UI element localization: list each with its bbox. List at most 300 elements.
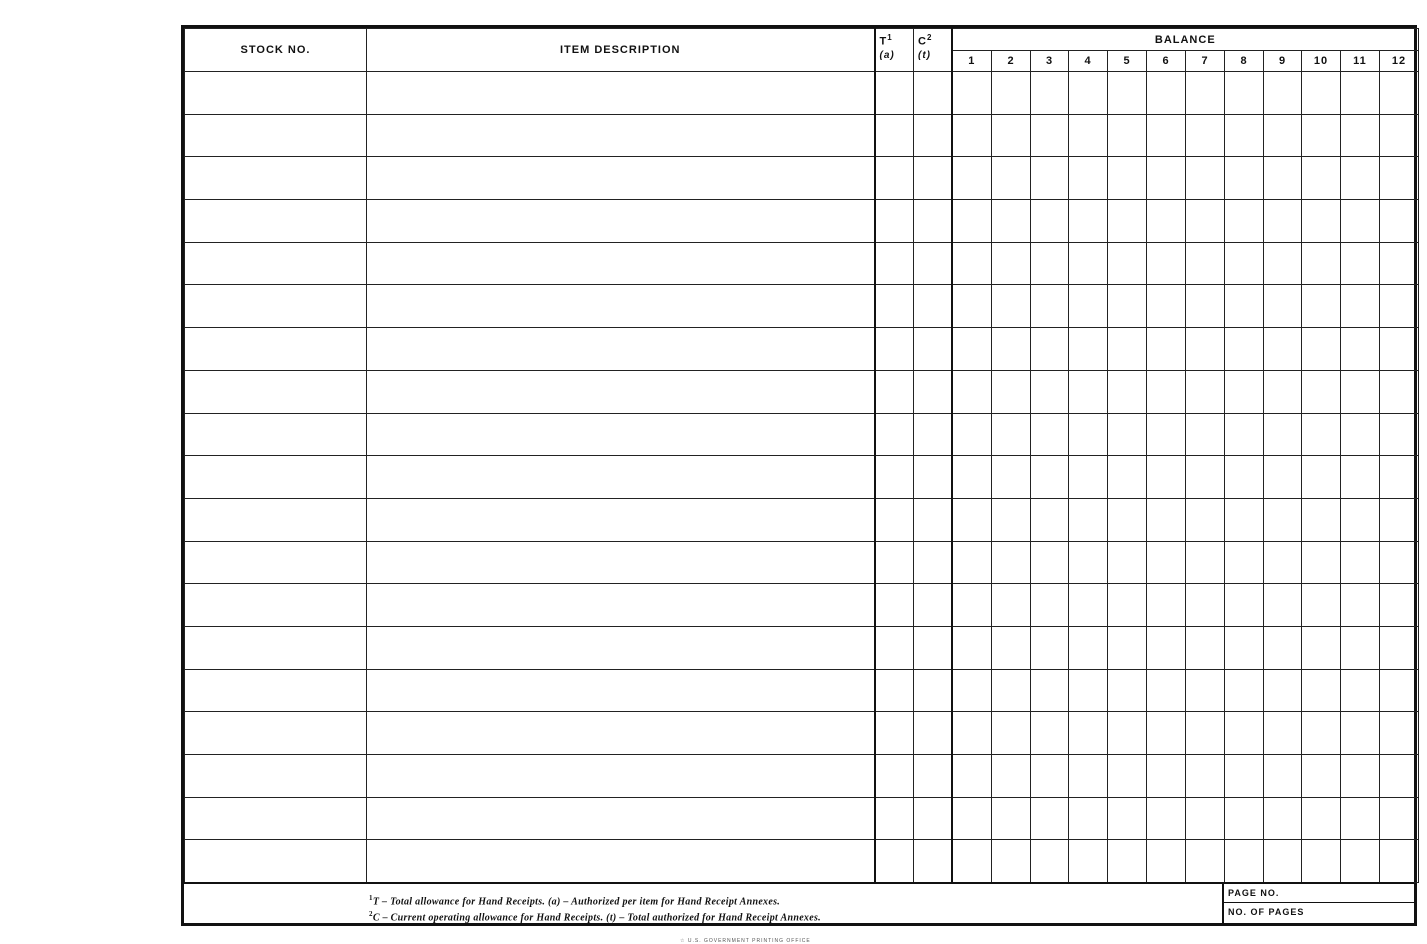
balance-cell[interactable] — [1380, 712, 1419, 755]
balance-cell[interactable] — [1225, 200, 1264, 243]
balance-cell[interactable] — [992, 328, 1031, 371]
c-allowance-cell[interactable] — [914, 840, 952, 883]
c-allowance-cell[interactable] — [914, 157, 952, 200]
balance-cell[interactable] — [1302, 755, 1341, 798]
c-allowance-cell[interactable] — [914, 114, 952, 157]
balance-cell[interactable] — [992, 541, 1031, 584]
t-allowance-cell[interactable] — [875, 72, 914, 115]
balance-cell[interactable] — [1147, 285, 1186, 328]
balance-cell[interactable] — [1108, 755, 1147, 798]
balance-cell[interactable] — [1341, 413, 1380, 456]
balance-cell[interactable] — [1031, 413, 1069, 456]
balance-cell[interactable] — [1341, 242, 1380, 285]
balance-cell[interactable] — [1031, 242, 1069, 285]
balance-cell[interactable] — [1341, 498, 1380, 541]
balance-cell[interactable] — [1264, 498, 1302, 541]
t-allowance-cell[interactable] — [875, 456, 914, 499]
balance-cell[interactable] — [1147, 755, 1186, 798]
balance-cell[interactable] — [1108, 114, 1147, 157]
balance-cell[interactable] — [1302, 669, 1341, 712]
balance-cell[interactable] — [1380, 456, 1419, 499]
balance-cell[interactable] — [1225, 755, 1264, 798]
stock-no-cell[interactable] — [185, 285, 367, 328]
balance-cell[interactable] — [952, 584, 992, 627]
balance-cell[interactable] — [1031, 328, 1069, 371]
balance-cell[interactable] — [992, 626, 1031, 669]
balance-cell[interactable] — [1302, 413, 1341, 456]
stock-no-cell[interactable] — [185, 114, 367, 157]
balance-cell[interactable] — [1108, 72, 1147, 115]
stock-no-cell[interactable] — [185, 242, 367, 285]
balance-cell[interactable] — [1186, 840, 1225, 883]
balance-cell[interactable] — [952, 242, 992, 285]
balance-cell[interactable] — [1380, 413, 1419, 456]
balance-cell[interactable] — [1186, 285, 1225, 328]
balance-cell[interactable] — [1031, 370, 1069, 413]
item-description-cell[interactable] — [367, 541, 875, 584]
balance-cell[interactable] — [1147, 584, 1186, 627]
balance-cell[interactable] — [952, 456, 992, 499]
balance-cell[interactable] — [952, 541, 992, 584]
c-allowance-cell[interactable] — [914, 242, 952, 285]
balance-cell[interactable] — [1186, 456, 1225, 499]
balance-cell[interactable] — [1264, 669, 1302, 712]
item-description-cell[interactable] — [367, 413, 875, 456]
c-allowance-cell[interactable] — [914, 712, 952, 755]
balance-cell[interactable] — [992, 413, 1031, 456]
balance-cell[interactable] — [1069, 797, 1108, 840]
item-description-cell[interactable] — [367, 72, 875, 115]
item-description-cell[interactable] — [367, 498, 875, 541]
balance-cell[interactable] — [1186, 114, 1225, 157]
balance-cell[interactable] — [1264, 797, 1302, 840]
balance-cell[interactable] — [1186, 242, 1225, 285]
balance-cell[interactable] — [1225, 712, 1264, 755]
item-description-cell[interactable] — [367, 370, 875, 413]
balance-cell[interactable] — [992, 242, 1031, 285]
balance-cell[interactable] — [1225, 669, 1264, 712]
balance-cell[interactable] — [1031, 541, 1069, 584]
balance-cell[interactable] — [952, 712, 992, 755]
balance-cell[interactable] — [1031, 584, 1069, 627]
balance-cell[interactable] — [1302, 285, 1341, 328]
stock-no-cell[interactable] — [185, 797, 367, 840]
balance-cell[interactable] — [1341, 114, 1380, 157]
balance-cell[interactable] — [992, 755, 1031, 798]
balance-cell[interactable] — [1380, 285, 1419, 328]
balance-cell[interactable] — [992, 72, 1031, 115]
balance-cell[interactable] — [952, 669, 992, 712]
balance-cell[interactable] — [1341, 72, 1380, 115]
balance-cell[interactable] — [1302, 840, 1341, 883]
balance-cell[interactable] — [1264, 456, 1302, 499]
balance-cell[interactable] — [1186, 200, 1225, 243]
balance-cell[interactable] — [1147, 456, 1186, 499]
balance-cell[interactable] — [1264, 328, 1302, 371]
balance-cell[interactable] — [1147, 498, 1186, 541]
balance-cell[interactable] — [1380, 669, 1419, 712]
t-allowance-cell[interactable] — [875, 669, 914, 712]
balance-cell[interactable] — [952, 413, 992, 456]
item-description-cell[interactable] — [367, 712, 875, 755]
balance-cell[interactable] — [1031, 200, 1069, 243]
balance-cell[interactable] — [1186, 584, 1225, 627]
balance-cell[interactable] — [1264, 584, 1302, 627]
c-allowance-cell[interactable] — [914, 797, 952, 840]
balance-cell[interactable] — [952, 797, 992, 840]
balance-cell[interactable] — [1186, 626, 1225, 669]
balance-cell[interactable] — [1069, 712, 1108, 755]
item-description-cell[interactable] — [367, 285, 875, 328]
balance-cell[interactable] — [1225, 72, 1264, 115]
balance-cell[interactable] — [952, 72, 992, 115]
balance-cell[interactable] — [952, 626, 992, 669]
balance-cell[interactable] — [992, 584, 1031, 627]
balance-cell[interactable] — [1302, 584, 1341, 627]
balance-cell[interactable] — [1186, 413, 1225, 456]
t-allowance-cell[interactable] — [875, 626, 914, 669]
balance-cell[interactable] — [1380, 840, 1419, 883]
balance-cell[interactable] — [1031, 114, 1069, 157]
balance-cell[interactable] — [1380, 114, 1419, 157]
item-description-cell[interactable] — [367, 669, 875, 712]
balance-cell[interactable] — [1186, 669, 1225, 712]
balance-cell[interactable] — [1380, 498, 1419, 541]
balance-cell[interactable] — [1302, 797, 1341, 840]
balance-cell[interactable] — [1341, 669, 1380, 712]
balance-cell[interactable] — [1225, 498, 1264, 541]
balance-cell[interactable] — [1147, 328, 1186, 371]
item-description-cell[interactable] — [367, 328, 875, 371]
item-description-cell[interactable] — [367, 242, 875, 285]
balance-cell[interactable] — [952, 114, 992, 157]
c-allowance-cell[interactable] — [914, 755, 952, 798]
balance-cell[interactable] — [1341, 626, 1380, 669]
balance-cell[interactable] — [1186, 498, 1225, 541]
balance-cell[interactable] — [1147, 541, 1186, 584]
balance-cell[interactable] — [1031, 285, 1069, 328]
t-allowance-cell[interactable] — [875, 797, 914, 840]
balance-cell[interactable] — [1069, 200, 1108, 243]
balance-cell[interactable] — [1302, 541, 1341, 584]
t-allowance-cell[interactable] — [875, 498, 914, 541]
balance-cell[interactable] — [1186, 157, 1225, 200]
balance-cell[interactable] — [1225, 242, 1264, 285]
item-description-cell[interactable] — [367, 200, 875, 243]
balance-cell[interactable] — [1108, 157, 1147, 200]
balance-cell[interactable] — [1380, 328, 1419, 371]
balance-cell[interactable] — [1225, 328, 1264, 371]
balance-cell[interactable] — [1264, 114, 1302, 157]
balance-cell[interactable] — [992, 840, 1031, 883]
balance-cell[interactable] — [1031, 157, 1069, 200]
c-allowance-cell[interactable] — [914, 370, 952, 413]
stock-no-cell[interactable] — [185, 584, 367, 627]
balance-cell[interactable] — [1302, 328, 1341, 371]
balance-cell[interactable] — [1031, 797, 1069, 840]
balance-cell[interactable] — [1069, 755, 1108, 798]
balance-cell[interactable] — [1147, 157, 1186, 200]
balance-cell[interactable] — [952, 157, 992, 200]
balance-cell[interactable] — [1302, 72, 1341, 115]
balance-cell[interactable] — [1380, 584, 1419, 627]
c-allowance-cell[interactable] — [914, 626, 952, 669]
balance-cell[interactable] — [992, 498, 1031, 541]
balance-cell[interactable] — [1341, 285, 1380, 328]
stock-no-cell[interactable] — [185, 200, 367, 243]
c-allowance-cell[interactable] — [914, 584, 952, 627]
balance-cell[interactable] — [1108, 370, 1147, 413]
c-allowance-cell[interactable] — [914, 456, 952, 499]
no-of-pages-field[interactable]: NO. OF PAGES — [1228, 907, 1305, 917]
balance-cell[interactable] — [1147, 114, 1186, 157]
balance-cell[interactable] — [1264, 200, 1302, 243]
balance-cell[interactable] — [1225, 370, 1264, 413]
balance-cell[interactable] — [992, 285, 1031, 328]
balance-cell[interactable] — [1186, 72, 1225, 115]
balance-cell[interactable] — [1341, 541, 1380, 584]
c-allowance-cell[interactable] — [914, 285, 952, 328]
balance-cell[interactable] — [992, 797, 1031, 840]
balance-cell[interactable] — [1341, 157, 1380, 200]
balance-cell[interactable] — [1302, 200, 1341, 243]
balance-cell[interactable] — [1147, 626, 1186, 669]
balance-cell[interactable] — [1147, 242, 1186, 285]
stock-no-cell[interactable] — [185, 456, 367, 499]
balance-cell[interactable] — [992, 712, 1031, 755]
stock-no-cell[interactable] — [185, 157, 367, 200]
balance-cell[interactable] — [1031, 840, 1069, 883]
balance-cell[interactable] — [1225, 285, 1264, 328]
balance-cell[interactable] — [1380, 626, 1419, 669]
stock-no-cell[interactable] — [185, 712, 367, 755]
balance-cell[interactable] — [1302, 626, 1341, 669]
balance-cell[interactable] — [1147, 797, 1186, 840]
t-allowance-cell[interactable] — [875, 584, 914, 627]
item-description-cell[interactable] — [367, 626, 875, 669]
balance-cell[interactable] — [1108, 541, 1147, 584]
balance-cell[interactable] — [1225, 840, 1264, 883]
balance-cell[interactable] — [1108, 328, 1147, 371]
balance-cell[interactable] — [1069, 413, 1108, 456]
balance-cell[interactable] — [1069, 114, 1108, 157]
balance-cell[interactable] — [1069, 498, 1108, 541]
balance-cell[interactable] — [1147, 72, 1186, 115]
t-allowance-cell[interactable] — [875, 328, 914, 371]
balance-cell[interactable] — [1225, 541, 1264, 584]
balance-cell[interactable] — [1186, 712, 1225, 755]
balance-cell[interactable] — [1225, 413, 1264, 456]
balance-cell[interactable] — [1031, 755, 1069, 798]
item-description-cell[interactable] — [367, 755, 875, 798]
balance-cell[interactable] — [1069, 669, 1108, 712]
balance-cell[interactable] — [1108, 285, 1147, 328]
balance-cell[interactable] — [992, 114, 1031, 157]
balance-cell[interactable] — [992, 157, 1031, 200]
c-allowance-cell[interactable] — [914, 200, 952, 243]
balance-cell[interactable] — [1147, 712, 1186, 755]
item-description-cell[interactable] — [367, 584, 875, 627]
balance-cell[interactable] — [952, 200, 992, 243]
balance-cell[interactable] — [1031, 626, 1069, 669]
balance-cell[interactable] — [1341, 328, 1380, 371]
item-description-cell[interactable] — [367, 456, 875, 499]
balance-cell[interactable] — [1341, 370, 1380, 413]
balance-cell[interactable] — [1302, 242, 1341, 285]
balance-cell[interactable] — [1341, 200, 1380, 243]
balance-cell[interactable] — [1031, 712, 1069, 755]
balance-cell[interactable] — [1186, 370, 1225, 413]
balance-cell[interactable] — [1341, 797, 1380, 840]
balance-cell[interactable] — [1069, 72, 1108, 115]
balance-cell[interactable] — [1147, 669, 1186, 712]
balance-cell[interactable] — [1264, 157, 1302, 200]
balance-cell[interactable] — [1186, 797, 1225, 840]
balance-cell[interactable] — [1264, 626, 1302, 669]
balance-cell[interactable] — [1380, 157, 1419, 200]
t-allowance-cell[interactable] — [875, 285, 914, 328]
balance-cell[interactable] — [1380, 242, 1419, 285]
balance-cell[interactable] — [992, 456, 1031, 499]
balance-cell[interactable] — [992, 669, 1031, 712]
balance-cell[interactable] — [1341, 755, 1380, 798]
balance-cell[interactable] — [1264, 541, 1302, 584]
balance-cell[interactable] — [1108, 584, 1147, 627]
t-allowance-cell[interactable] — [875, 157, 914, 200]
balance-cell[interactable] — [1186, 328, 1225, 371]
stock-no-cell[interactable] — [185, 669, 367, 712]
balance-cell[interactable] — [1186, 755, 1225, 798]
balance-cell[interactable] — [1108, 669, 1147, 712]
balance-cell[interactable] — [1225, 797, 1264, 840]
balance-cell[interactable] — [1225, 157, 1264, 200]
balance-cell[interactable] — [1108, 498, 1147, 541]
c-allowance-cell[interactable] — [914, 72, 952, 115]
balance-cell[interactable] — [1069, 626, 1108, 669]
balance-cell[interactable] — [1380, 797, 1419, 840]
balance-cell[interactable] — [1264, 413, 1302, 456]
balance-cell[interactable] — [992, 370, 1031, 413]
balance-cell[interactable] — [1108, 413, 1147, 456]
stock-no-cell[interactable] — [185, 755, 367, 798]
balance-cell[interactable] — [1264, 242, 1302, 285]
balance-cell[interactable] — [1380, 755, 1419, 798]
balance-cell[interactable] — [1302, 712, 1341, 755]
balance-cell[interactable] — [1069, 584, 1108, 627]
c-allowance-cell[interactable] — [914, 541, 952, 584]
c-allowance-cell[interactable] — [914, 328, 952, 371]
stock-no-cell[interactable] — [185, 840, 367, 883]
t-allowance-cell[interactable] — [875, 712, 914, 755]
balance-cell[interactable] — [952, 755, 992, 798]
stock-no-cell[interactable] — [185, 328, 367, 371]
balance-cell[interactable] — [1264, 840, 1302, 883]
c-allowance-cell[interactable] — [914, 498, 952, 541]
balance-cell[interactable] — [1341, 712, 1380, 755]
stock-no-cell[interactable] — [185, 541, 367, 584]
t-allowance-cell[interactable] — [875, 755, 914, 798]
balance-cell[interactable] — [1225, 456, 1264, 499]
balance-cell[interactable] — [1380, 541, 1419, 584]
balance-cell[interactable] — [1031, 72, 1069, 115]
balance-cell[interactable] — [1302, 370, 1341, 413]
balance-cell[interactable] — [952, 285, 992, 328]
balance-cell[interactable] — [1302, 157, 1341, 200]
balance-cell[interactable] — [1108, 840, 1147, 883]
balance-cell[interactable] — [1031, 456, 1069, 499]
balance-cell[interactable] — [1031, 669, 1069, 712]
t-allowance-cell[interactable] — [875, 541, 914, 584]
balance-cell[interactable] — [952, 370, 992, 413]
balance-cell[interactable] — [1264, 712, 1302, 755]
balance-cell[interactable] — [1302, 498, 1341, 541]
t-allowance-cell[interactable] — [875, 370, 914, 413]
balance-cell[interactable] — [1225, 626, 1264, 669]
balance-cell[interactable] — [1302, 114, 1341, 157]
stock-no-cell[interactable] — [185, 413, 367, 456]
c-allowance-cell[interactable] — [914, 413, 952, 456]
balance-cell[interactable] — [1108, 626, 1147, 669]
balance-cell[interactable] — [1380, 72, 1419, 115]
stock-no-cell[interactable] — [185, 626, 367, 669]
balance-cell[interactable] — [1302, 456, 1341, 499]
balance-cell[interactable] — [952, 328, 992, 371]
balance-cell[interactable] — [1264, 285, 1302, 328]
balance-cell[interactable] — [1108, 242, 1147, 285]
item-description-cell[interactable] — [367, 840, 875, 883]
balance-cell[interactable] — [1069, 285, 1108, 328]
balance-cell[interactable] — [1225, 584, 1264, 627]
balance-cell[interactable] — [1264, 370, 1302, 413]
balance-cell[interactable] — [1147, 370, 1186, 413]
balance-cell[interactable] — [1108, 797, 1147, 840]
item-description-cell[interactable] — [367, 114, 875, 157]
balance-cell[interactable] — [1147, 840, 1186, 883]
page-no-field[interactable]: PAGE NO. — [1224, 884, 1414, 903]
balance-cell[interactable] — [1069, 370, 1108, 413]
balance-cell[interactable] — [1069, 242, 1108, 285]
balance-cell[interactable] — [1186, 541, 1225, 584]
item-description-cell[interactable] — [367, 797, 875, 840]
balance-cell[interactable] — [1069, 328, 1108, 371]
balance-cell[interactable] — [1069, 840, 1108, 883]
t-allowance-cell[interactable] — [875, 840, 914, 883]
balance-cell[interactable] — [952, 498, 992, 541]
balance-cell[interactable] — [1108, 200, 1147, 243]
balance-cell[interactable] — [1147, 200, 1186, 243]
balance-cell[interactable] — [1031, 498, 1069, 541]
balance-cell[interactable] — [1147, 413, 1186, 456]
balance-cell[interactable] — [1341, 456, 1380, 499]
balance-cell[interactable] — [1380, 370, 1419, 413]
balance-cell[interactable] — [952, 840, 992, 883]
t-allowance-cell[interactable] — [875, 413, 914, 456]
balance-cell[interactable] — [1341, 840, 1380, 883]
c-allowance-cell[interactable] — [914, 669, 952, 712]
item-description-cell[interactable] — [367, 157, 875, 200]
balance-cell[interactable] — [1225, 114, 1264, 157]
balance-cell[interactable] — [1341, 584, 1380, 627]
t-allowance-cell[interactable] — [875, 200, 914, 243]
balance-cell[interactable] — [1069, 157, 1108, 200]
balance-cell[interactable] — [992, 200, 1031, 243]
balance-cell[interactable] — [1108, 456, 1147, 499]
stock-no-cell[interactable] — [185, 72, 367, 115]
balance-cell[interactable] — [1108, 712, 1147, 755]
t-allowance-cell[interactable] — [875, 242, 914, 285]
stock-no-cell[interactable] — [185, 498, 367, 541]
balance-cell[interactable] — [1264, 72, 1302, 115]
